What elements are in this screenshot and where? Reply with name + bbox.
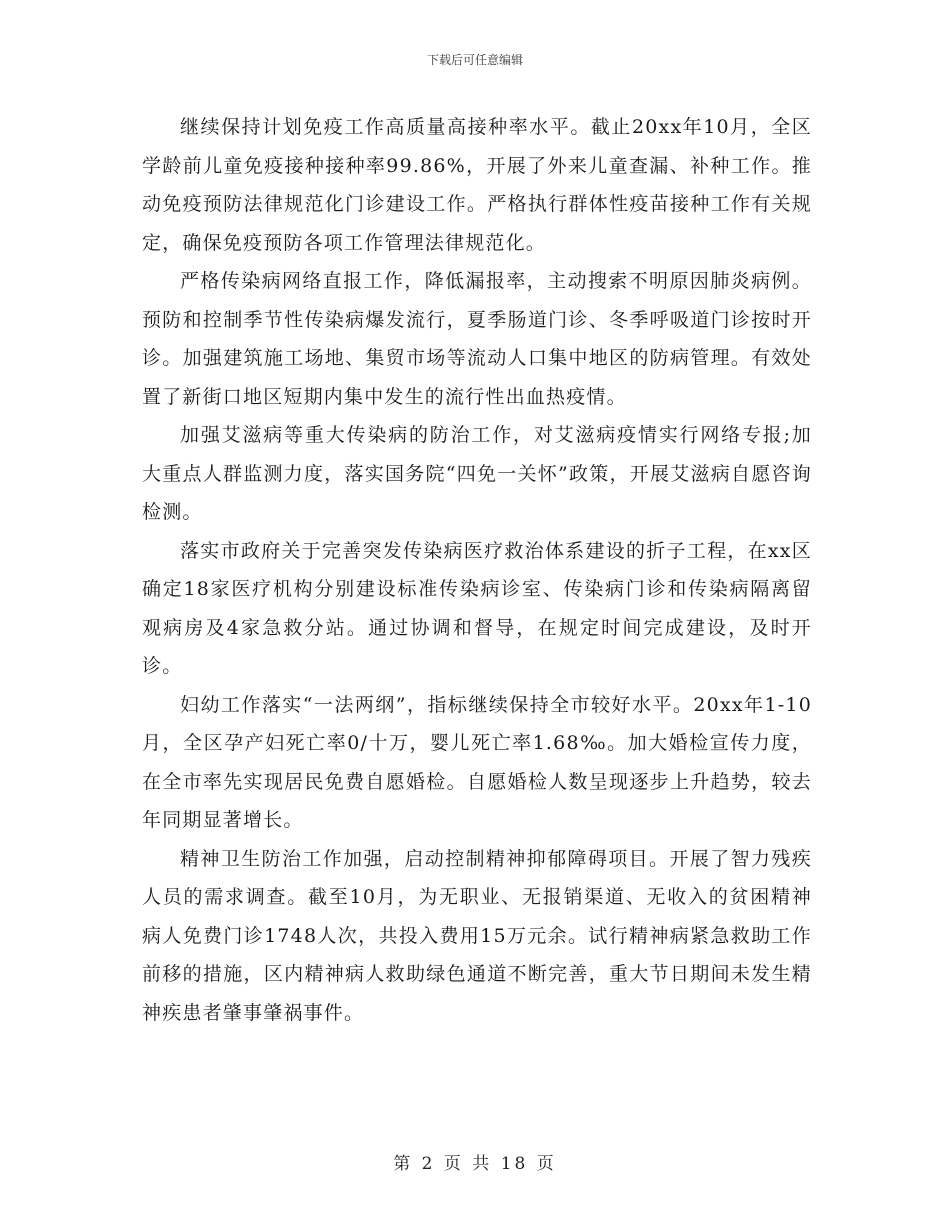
paragraph-treatment-system: 落实市政府关于完善突发传染病医疗救治体系建设的折子工程，在xx区确定18家医疗机构分别建设标准传染病诊室、传染病门诊和传染病隔离留观病房及4家急救分站。通过协调和督导，在规定时间完成建设，及时开诊。 (142, 539, 812, 677)
paragraph-maternal-child-health: 妇幼工作落实“一法两纲”，指标继续保持全市较好水平。20xx年1-10月，全区孕产妇死亡率0/十万，婴儿死亡率1.68‰。加大婚检宣传力度，在全市率先实现居民免费自愿婚检。自愿婚检人数呈现逐步上升趋势，较去年同期显著增长。 (142, 693, 812, 831)
page-number: 第 2 页 共 18 页 (393, 1154, 557, 1174)
paragraph-immunization: 继续保持计划免疫工作高质量高接种率水平。截止20xx年10月，全区学龄前儿童免疫接种接种率99.86%，开展了外来儿童查漏、补种工作。推动免疫预防法律规范化门诊建设工作。严格执行群体性疫苗接种工作有关规定，确保免疫预防各项工作管理法律规范化。 (142, 116, 812, 254)
paragraph-aids-prevention: 加强艾滋病等重大传染病的防治工作，对艾滋病疫情实行网络专报;加大重点人群监测力度，落实国务院“四免一关怀”政策，开展艾滋病自愿咨询检测。 (142, 424, 812, 523)
paragraph-mental-health: 精神卫生防治工作加强，启动控制精神抑郁障碍项目。开展了智力残疾人员的需求调查。截至10月，为无职业、无报销渠道、无收入的贫困精神病人免费门诊1748人次，共投入费用15万元余。试行精神病紧急救助工作前移的措施，区内精神病人救助绿色通道不断完善，重大节日期间未发生精神疾患者肇事肇祸事件。 (142, 847, 812, 1024)
document-body (142, 108, 812, 1032)
paragraph-infectious-disease-reporting: 严格传染病网络直报工作，降低漏报率，主动搜索不明原因肺炎病例。预防和控制季节性传染病爆发流行，夏季肠道门诊、冬季呼吸道门诊按时开诊。加强建筑施工场地、集贸市场等流动人口集中地区的防病管理。有效处置了新街口地区短期内集中发生的流行性出血热疫情。 (142, 270, 812, 408)
page-header: 下载后可任意编辑 (426, 53, 523, 67)
